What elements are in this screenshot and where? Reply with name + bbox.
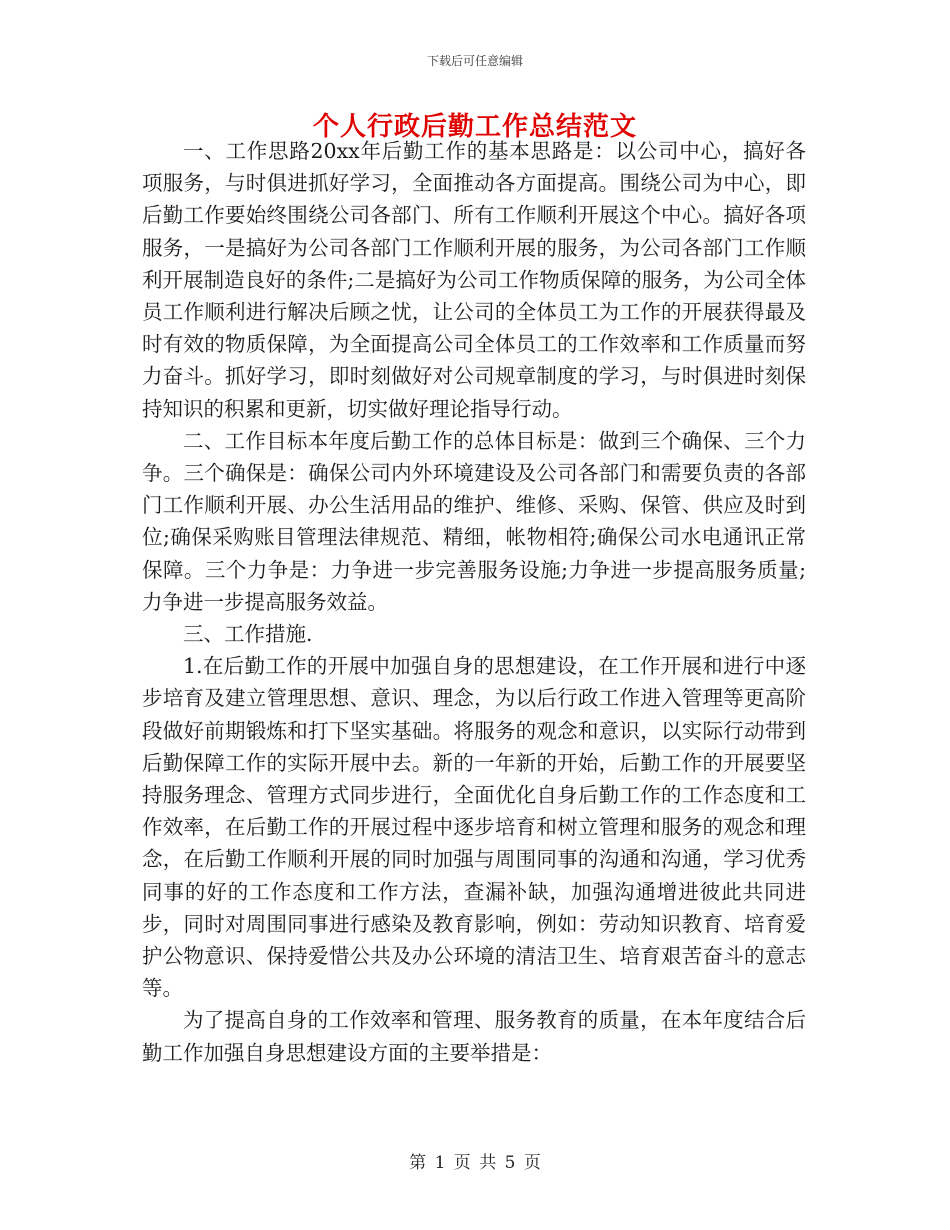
paragraph-work-measures-heading: 三、工作措施. bbox=[183, 622, 313, 647]
paragraph-work-goals: 二、工作目标本年度后勤工作的总体目标是：做到三个确保、三个力争。三个确保是：确保公司内外环境建设及公司各部门和需要负责的各部门工作顺利开展、办公生活用品的维护、维修、采购、保管、供应及时到位;确保采购账目管理法律规范、精细，帐物相符;确保公司水电通讯正常保障。三个力争是：力争进一步完善服务设施;力争进一步提高服务质量;力争进一步提高服务效益。 bbox=[142, 428, 806, 614]
paragraph-measure-1: 1.在后勤工作的开展中加强自身的思想建设，在工作开展和进行中逐步培育及建立管理思想、意识、理念，为以后行政工作进入管理等更高阶段做好前期锻炼和打下坚实基础。将服务的观念和意识，以实际行动带到后勤保障工作的实际开展中去。新的一年新的开始，后勤工作的开展要坚持服务理念、管理方式同步进行，全面优化自身后勤工作的工作态度和工作效率，在后勤工作的开展过程中逐步培育和树立管理和服务的观念和理念，在后勤工作顺利开展的同时加强与周围同事的沟通和沟通，学习优秀同事的好的工作态度和工作方法，查漏补缺，加强沟通增进彼此共同进步，同时对周围同事进行感染及教育影响，例如：劳动知识教育、培育爱护公物意识、保持爱惜公共及办公环境的清洁卫生、培育艰苦奋斗的意志等。 bbox=[142, 654, 806, 1001]
document-title: 个人行政后勤工作总结范文 bbox=[312, 112, 637, 142]
document-body bbox=[142, 135, 806, 1069]
paragraph-main-measures-intro: 为了提高自身的工作效率和管理、服务教育的质量，在本年度结合后勤工作加强自身思想建设方面的主要举措是： bbox=[142, 1008, 806, 1065]
page-number-footer: 第 1 页 共 5 页 bbox=[409, 1153, 541, 1173]
paragraph-work-approach: 一、工作思路20xx年后勤工作的基本思路是：以公司中心，搞好各项服务，与时俱进抓好学习，全面推动各方面提高。围绕公司为中心，即后勤工作要始终围绕公司各部门、所有工作顺利开展这个中心。搞好各项服务，一是搞好为公司各部门工作顺利开展的服务，为公司各部门工作顺利开展制造良好的条件;二是搞好为公司工作物质保障的服务，为公司全体员工作顺利进行解决后顾之忧，让公司的全体员工为工作的开展获得最及时有效的物质保障，为全面提高公司全体员工的工作效率和工作质量而努力奋斗。抓好学习，即时刻做好对公司规章制度的学习，与时俱进时刻保持知识的积累和更新，切实做好理论指导行动。 bbox=[142, 139, 806, 421]
page-header-note: 下载后可任意编辑 bbox=[426, 54, 523, 68]
